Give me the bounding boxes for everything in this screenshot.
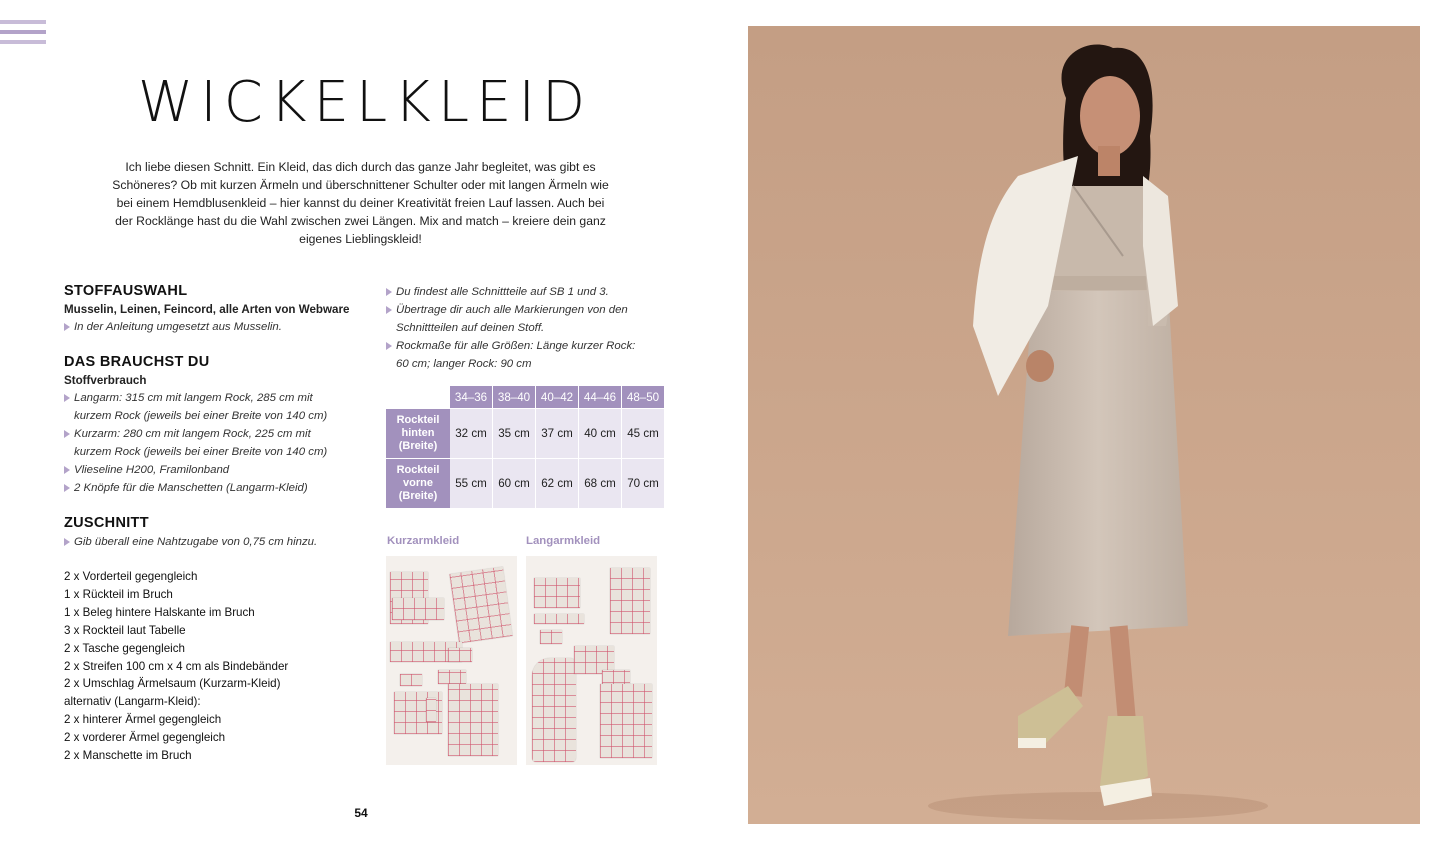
size-table bbox=[386, 386, 665, 508]
table-cell: 40 cm bbox=[579, 409, 622, 459]
table-cell: 70 cm bbox=[622, 459, 665, 509]
list-item: 1 x Rückteil im Bruch bbox=[64, 587, 173, 601]
requirements-list bbox=[64, 389, 346, 497]
list-item: alternativ (Langarm-Kleid): bbox=[64, 695, 201, 709]
list-item: 3 x Rockteil laut Tabelle bbox=[64, 623, 186, 637]
materials-text: Musselin, Leinen, Feincord, alle Arten von Webware bbox=[64, 303, 350, 316]
heading-stoffauswahl: STOFFAUSWAHL bbox=[64, 283, 188, 299]
table-cell: 68 cm bbox=[579, 459, 622, 509]
short-sleeve-layout-image bbox=[386, 556, 517, 765]
layout-label-long: Langarmkleid bbox=[526, 535, 601, 547]
table-cell: 45 cm bbox=[622, 409, 665, 459]
intro-text: Ich liebe diesen Schnitt. Ein Kleid, das dich durch das ganze Jahr begleitet, was gibt es Schöneres? Ob mit kurzen Ärmeln und überschnittener Schulter oder mit langen Ärmeln wie bei einem Hemdblusenkleid – hier kannst du deiner Kreativität freien Lauf lassen. Auch bei der Rocklänge hast du die Wahl zwischen zwei Längen. Mix and match – kreiere dein ganz eigenes Lieblingskleid! bbox=[112, 160, 609, 246]
page-number: 54 bbox=[354, 806, 368, 820]
list-item: 2 x hinterer Ärmel gegengleich bbox=[64, 713, 222, 727]
table-cell: 35 cm bbox=[493, 409, 536, 459]
list-item: Vlieseline H200, Framilonband bbox=[64, 461, 346, 479]
size-header: 40–42 bbox=[536, 386, 579, 409]
heading-das-brauchst-du: DAS BRAUCHST DU bbox=[64, 354, 210, 370]
table-cell: 32 cm bbox=[450, 409, 493, 459]
list-item: 2 x Tasche gegengleich bbox=[64, 641, 185, 655]
stoffverbrauch-label: Stoffverbrauch bbox=[64, 374, 147, 387]
list-item: 1 x Beleg hintere Halskante im Bruch bbox=[64, 605, 255, 619]
hint-item: Du findest alle Schnittteile auf SB 1 und 3. bbox=[386, 283, 651, 301]
list-item: 2 Knöpfe für die Manschetten (Langarm-Kleid) bbox=[64, 479, 346, 497]
seam-allowance-note: Gib überall eine Nahtzugabe von 0,75 cm hinzu. bbox=[64, 533, 364, 551]
list-item: 2 x Umschlag Ärmelsaum (Kurzarm-Kleid) bbox=[64, 677, 281, 691]
hints-list bbox=[386, 283, 651, 373]
model-illustration bbox=[748, 26, 1420, 824]
size-header: 48–50 bbox=[622, 386, 665, 409]
corner-stripes bbox=[0, 20, 46, 50]
size-header: 34–36 bbox=[450, 386, 493, 409]
zuschnitt-note-list bbox=[64, 533, 364, 551]
table-cell: 60 cm bbox=[493, 459, 536, 509]
cutting-list bbox=[64, 568, 288, 765]
row-label: Rockteil hinten (Breite) bbox=[386, 409, 450, 459]
table-cell: 62 cm bbox=[536, 459, 579, 509]
layout-label-short: Kurzarmkleid bbox=[387, 535, 460, 547]
row-label: Rockteil vorne (Breite) bbox=[386, 459, 450, 509]
materials-note-list bbox=[64, 318, 364, 336]
list-item: 2 x Streifen 100 cm x 4 cm als Bindebänder bbox=[64, 659, 289, 673]
page-title: WICKELKLEID bbox=[137, 70, 593, 135]
table-row bbox=[386, 459, 665, 509]
heading-zuschnitt: ZUSCHNITT bbox=[64, 515, 149, 531]
size-header: 44–46 bbox=[579, 386, 622, 409]
list-item: 2 x vorderer Ärmel gegengleich bbox=[64, 731, 226, 745]
list-item: 2 x Manschette im Bruch bbox=[64, 749, 192, 763]
table-cell: 55 cm bbox=[450, 459, 493, 509]
table-row bbox=[386, 409, 665, 459]
long-sleeve-layout-image bbox=[526, 556, 657, 765]
size-header: 38–40 bbox=[493, 386, 536, 409]
hint-item: Übertrage dir auch alle Markierungen von den Schnittteilen auf deinen Stoff. bbox=[386, 301, 651, 337]
list-item: Langarm: 315 cm mit langem Rock, 285 cm mit kurzem Rock (jeweils bei einer Breite von 140 cm) bbox=[64, 389, 346, 425]
model-photo bbox=[748, 26, 1420, 824]
list-item: Kurzarm: 280 cm mit langem Rock, 225 cm mit kurzem Rock (jeweils bei einer Breite von 140 cm) bbox=[64, 425, 346, 461]
table-cell: 37 cm bbox=[536, 409, 579, 459]
list-item: 2 x Vorderteil gegengleich bbox=[64, 570, 198, 583]
size-table-header bbox=[386, 386, 665, 409]
hint-item: Rockmaße für alle Größen: Länge kurzer Rock: 60 cm; langer Rock: 90 cm bbox=[386, 337, 651, 373]
materials-note: In der Anleitung umgesetzt aus Musselin. bbox=[64, 318, 364, 336]
